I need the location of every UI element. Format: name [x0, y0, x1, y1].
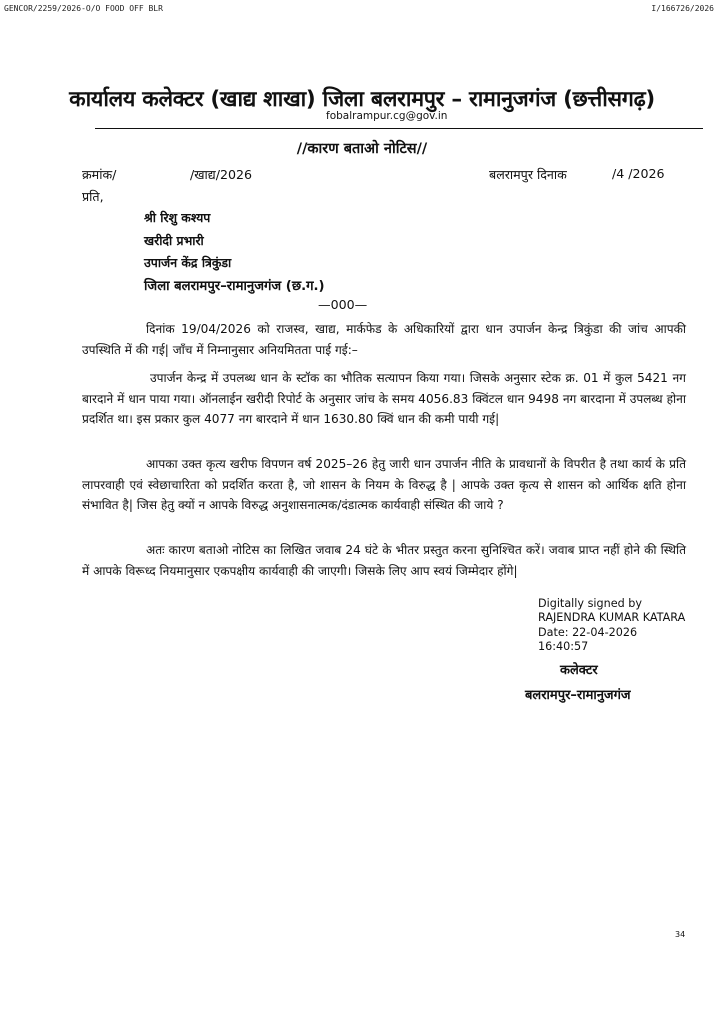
- recipient-center: उपार्जन केंद्र त्रिकुंडा: [144, 255, 232, 270]
- paragraph-inspection: दिनांक 19/04/2026 को राजस्व, खाद्य, मार्कफेड के अधिकारियों द्वारा धान उपार्जन केन्द्र त्रिकुंडा की जांच आपकी उपस्थिति में की गई| जाँच में निम्नानुसार अनियमितता पाई गई:–: [82, 322, 686, 357]
- header-divider: [95, 128, 703, 129]
- file-reference-left: GENCOR/2259/2026-O/O FOOD OFF BLR: [4, 4, 163, 13]
- signer-name: RAJENDRA KUMAR KATARA: [538, 611, 686, 624]
- date-value: /4 /2026: [612, 166, 665, 181]
- date-label: बलरामपुर दिनाक: [489, 167, 567, 182]
- paragraph-violation: आपका उक्त कृत्य खरीफ विपणन वर्ष 2025–26 हेतु जारी धान उपार्जन नीति के प्रावधानों के विपरीत है तथा कार्य के प्रति लापरवाही एवं स्वेछाचारिता को प्रदर्शित करता है, जो शासन के नियम के विरुद्ध है | आपके उक्त कृत्य से शासन को आर्थिक क्षति होना संभावित है| जिस हेतु क्यों न आपके विरुद्ध अनुशासनात्मक/दंडात्मक कार्यवाही संस्थित की जाये ?: [82, 457, 686, 512]
- signature-date: Date: 22-04-2026: [538, 626, 638, 639]
- file-reference-right: I/166726/2026: [651, 4, 714, 13]
- office-email: fobalrampur.cg@gov.in: [326, 110, 448, 122]
- kramank-label: क्रमांक/: [82, 167, 117, 182]
- recipient-name: श्री रिशु कश्यप: [144, 210, 211, 225]
- paragraph-reply-deadline: अतः कारण बताओ नोटिस का लिखित जवाब 24 घंटे के भीतर प्रस्तुत करना सुनिश्चित करें। जवाब प्राप्त नहीं होने की स्थिति में आपके विरूध्द नियमानुसार एकपक्षीय कार्यवाही की जाएगी। जिसके लिए आप स्वयं जिम्मेदार होंगे|: [82, 543, 686, 578]
- signatory-designation: कलेक्टर: [560, 663, 598, 678]
- recipient-district: जिला बलरामपुर–रामानुजगंज (छ.ग.): [144, 279, 325, 294]
- office-title: कार्यालय कलेक्टर (खाद्य शाखा) जिला बलरामपुर – रामानुजगंज (छत्तीसगढ़): [69, 87, 655, 112]
- prati-label: प्रति,: [82, 189, 104, 204]
- paragraph-findings: उपार्जन केन्द्र में उपलब्ध धान के स्टॉक का भौतिक सत्यापन किया गया। जिसके अनुसार स्टेक क्र. 01 में कुल 5421 नग बारदाने में धान पाया गया। ऑनलाईन खरीदी रिपोर्ट के अनुसार जांच के समय 4056.83 क्विंटल धान 9498 नग बारदाना में उपलब्ध होना प्रदर्शित था। इस प्रकार कुल 4077 नग बारदाने में धान 1630.80 क्विं धान की कमी पायी गई|: [82, 371, 686, 426]
- separator: —000—: [318, 297, 368, 312]
- digital-signature-label: Digitally signed by: [538, 597, 642, 610]
- signatory-place: बलरामपुर–रामानुजगंज: [525, 688, 631, 703]
- recipient-designation: खरीदी प्रभारी: [144, 233, 204, 248]
- signature-time: 16:40:57: [538, 640, 589, 653]
- notice-heading: //कारण बताओ नोटिस//: [296, 141, 428, 157]
- kramank-number: /खाद्य/2026: [190, 167, 253, 182]
- page-number: 34: [675, 930, 686, 939]
